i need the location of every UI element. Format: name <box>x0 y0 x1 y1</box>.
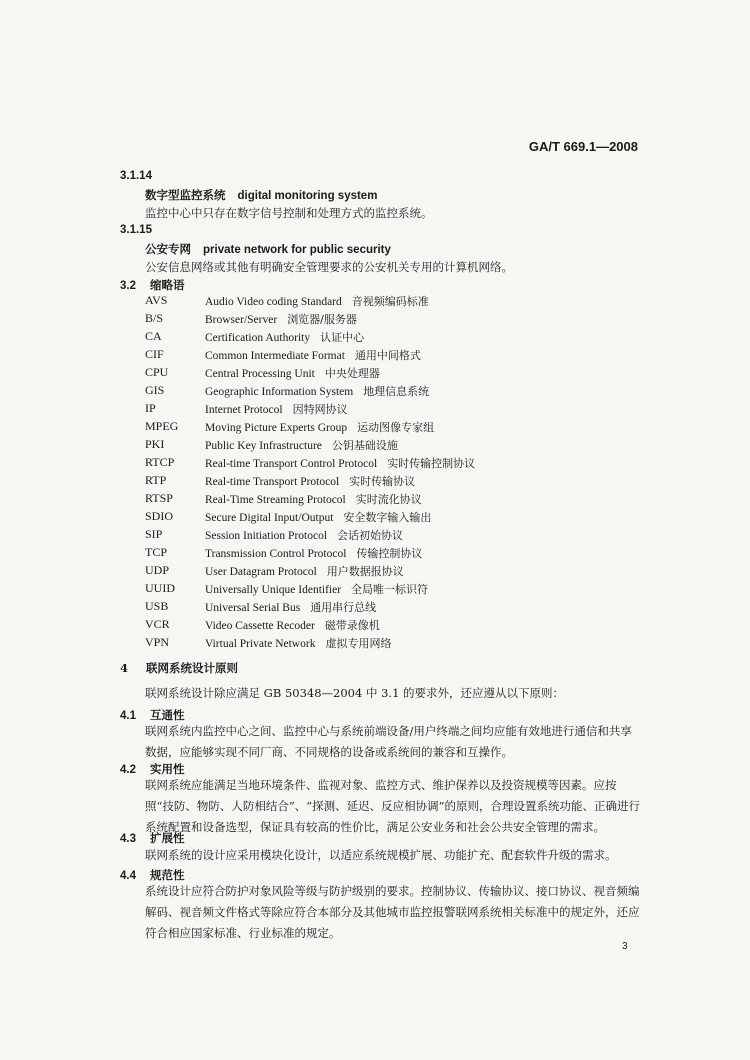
abbreviation-full-name <box>205 563 404 579</box>
abbreviation-english: Secure Digital Input/Output <box>205 512 334 524</box>
abbreviation-full-name <box>205 635 391 651</box>
abbreviation-chinese: 会话初始协议 <box>337 529 404 542</box>
abbreviation-full-name <box>205 617 380 633</box>
abbreviation-code: VCR <box>145 617 170 631</box>
abbreviation-english: Browser/Server <box>205 314 278 326</box>
abbreviation-chinese: 因特网协议 <box>292 403 348 416</box>
abbreviation-english: Moving Picture Experts Group <box>205 422 348 434</box>
abbreviation-english: Real-time Transport Protocol <box>205 476 340 488</box>
abbreviation-code: SIP <box>145 527 163 541</box>
abbreviation-code: CA <box>145 329 162 343</box>
term-definition: 监控中心中只存在数字信号控制和处理方式的监控系统。 <box>145 206 433 220</box>
abbreviation-chinese: 音视频编码标准 <box>351 295 429 308</box>
abbreviation-code: UUID <box>145 581 175 595</box>
subsection-number: 4.3 <box>120 833 136 845</box>
abbreviation-full-name <box>205 293 429 309</box>
abbreviation-code: GIS <box>145 383 165 397</box>
abbreviation-code: RTP <box>145 473 167 487</box>
term-title <box>145 187 377 203</box>
subsection-text: 联网系统应能满足当地环境条件、监视对象、监控方式、维护保养以及投资规模等因素。应按照“技防、物防、人防相结合”、“探测、延迟、反应相协调”的原则，合理设置系统功能、正确进行系统配置和设备选型，保证具有较高的性价比，满足公安业务和社会公共安全管理的需求。 <box>145 778 641 834</box>
abbreviation-english: Public Key Infrastructure <box>205 440 322 452</box>
abbreviation-full-name <box>205 311 357 327</box>
abbreviation-english: Universally Unique Identifier <box>205 584 342 596</box>
abbreviation-chinese: 传输控制协议 <box>356 547 423 560</box>
abbreviation-chinese: 虚拟专用网络 <box>325 637 392 650</box>
abbreviation-english: Audio Video coding Standard <box>205 296 342 308</box>
abbreviation-chinese: 安全数字输入输出 <box>343 511 432 524</box>
abbreviation-chinese: 认证中心 <box>320 331 365 344</box>
subsection-title: 互通性 <box>150 708 185 722</box>
subsection-text: 系统设计应符合防护对象风险等级与防护级别的要求。控制协议、传输协议、接口协议、视音频编解码、视音频文件格式等除应符合本部分及其他城市监控报警联网系统相关标准中的规定外，还应符合相应国家标准、行业标准的规定。 <box>145 884 640 940</box>
abbreviation-code: RTCP <box>145 455 175 469</box>
abbreviation-full-name <box>205 455 475 471</box>
abbreviation-full-name <box>205 383 429 399</box>
abbreviation-chinese: 用户数据报协议 <box>326 565 404 578</box>
term-title-en: digital monitoring system <box>237 190 378 202</box>
term-title-en: private network for public security <box>203 244 391 256</box>
abbrev-section-title: 缩略语 <box>150 278 185 292</box>
abbreviation-full-name <box>205 329 364 345</box>
abbreviation-full-name <box>205 545 422 561</box>
abbreviation-code: IP <box>145 401 156 415</box>
term-title-zh: 公安专网 <box>145 242 191 256</box>
abbreviation-english: Common Intermediate Format <box>205 350 345 362</box>
abbreviation-code: VPN <box>145 635 170 649</box>
abbreviation-code: USB <box>145 599 169 613</box>
abbreviation-full-name <box>205 599 376 615</box>
subsection-heading <box>120 830 185 846</box>
abbreviation-code: MPEG <box>145 419 179 433</box>
section-title: 联网系统设计原则 <box>146 661 239 675</box>
term-number: 3.1.15 <box>120 224 152 236</box>
abbreviation-code: SDIO <box>145 509 174 523</box>
abbreviation-code: PKI <box>145 437 165 451</box>
section-heading <box>120 660 238 676</box>
abbreviation-english: Internet Protocol <box>205 404 283 416</box>
term-title <box>145 241 391 257</box>
abbreviation-english: Transmission Control Protocol <box>205 548 347 560</box>
abbreviation-chinese: 浏览器/服务器 <box>287 313 357 326</box>
abbreviation-full-name <box>205 491 422 507</box>
abbreviation-chinese: 磁带录像机 <box>324 619 380 632</box>
abbreviation-code: TCP <box>145 545 168 559</box>
section-intro: 联网系统设计除应满足 GB 50348—2004 中 3.1 的要求外，还应遵从以下原则： <box>145 686 565 700</box>
term-title-zh: 数字型监控系统 <box>145 188 226 202</box>
abbreviation-full-name <box>205 347 421 363</box>
abbreviation-chinese: 实时传输控制协议 <box>387 457 476 470</box>
term-number: 3.1.14 <box>120 170 152 182</box>
abbreviation-code: AVS <box>145 293 168 307</box>
page-number: 3 <box>622 941 628 952</box>
abbreviation-english: User Datagram Protocol <box>205 566 317 578</box>
abbreviation-chinese: 地理信息系统 <box>363 385 430 398</box>
abbreviation-code: CPU <box>145 365 169 379</box>
subsection-title: 规范性 <box>150 868 185 882</box>
abbreviation-english: Virtual Private Network <box>205 638 316 650</box>
subsection-number: 4.2 <box>120 764 136 776</box>
abbreviation-full-name <box>205 437 398 453</box>
abbreviation-english: Central Processing Unit <box>205 368 315 380</box>
abbreviation-code: RTSP <box>145 491 173 505</box>
abbreviation-english: Video Cassette Recoder <box>205 620 315 632</box>
abbrev-section-number: 3.2 <box>120 280 136 292</box>
abbreviation-chinese: 运动图像专家组 <box>357 421 435 434</box>
subsection-title: 扩展性 <box>150 831 185 845</box>
abbreviation-english: Certification Authority <box>205 332 311 344</box>
abbreviation-english: Session Initiation Protocol <box>205 530 328 542</box>
abbreviation-chinese: 公钥基础设施 <box>331 439 398 452</box>
subsection-number: 4.1 <box>120 710 136 722</box>
abbreviation-chinese: 实时流化协议 <box>355 493 422 506</box>
abbreviation-english: Universal Serial Bus <box>205 602 301 614</box>
abbreviation-full-name <box>205 527 403 543</box>
abbreviation-chinese: 中央处理器 <box>324 367 380 380</box>
abbreviation-code: B/S <box>145 311 164 325</box>
subsection-text: 联网系统的设计应采用模块化设计，以适应系统规模扩展、功能扩充、配套软件升级的需求。 <box>145 848 617 862</box>
abbreviation-full-name <box>205 581 428 597</box>
abbreviation-full-name <box>205 401 348 417</box>
abbreviation-english: Geographic Information System <box>205 386 354 398</box>
abbreviation-full-name <box>205 473 415 489</box>
abbreviation-full-name <box>205 509 431 525</box>
abbreviation-english: Real-Time Streaming Protocol <box>205 494 346 506</box>
section-number: 4 <box>120 661 129 675</box>
abbrev-section-heading <box>120 277 185 293</box>
abbreviation-full-name <box>205 365 380 381</box>
abbreviation-chinese: 实时传输协议 <box>349 475 416 488</box>
term-definition: 公安信息网络或其他有明确安全管理要求的公安机关专用的计算机网络。 <box>145 260 513 274</box>
subsection-number: 4.4 <box>120 870 136 882</box>
abbreviation-code: UDP <box>145 563 170 577</box>
abbreviation-chinese: 全局唯一标识符 <box>351 583 429 596</box>
subsection-text: 联网系统内监控中心之间、监控中心与系统前端设备/用户终端之间均应能有效地进行通信和共享数据，应能够实现不同厂商、不同规格的设备或系统间的兼容和互操作。 <box>145 724 632 759</box>
abbreviation-code: CIF <box>145 347 164 361</box>
abbreviation-full-name <box>205 419 434 435</box>
subsection-title: 实用性 <box>150 762 185 776</box>
standard-code: GA/T 669.1—2008 <box>528 139 638 154</box>
abbreviation-english: Real-time Transport Control Protocol <box>205 458 378 470</box>
abbreviation-chinese: 通用串行总线 <box>310 601 377 614</box>
abbreviation-chinese: 通用中间格式 <box>354 349 421 362</box>
